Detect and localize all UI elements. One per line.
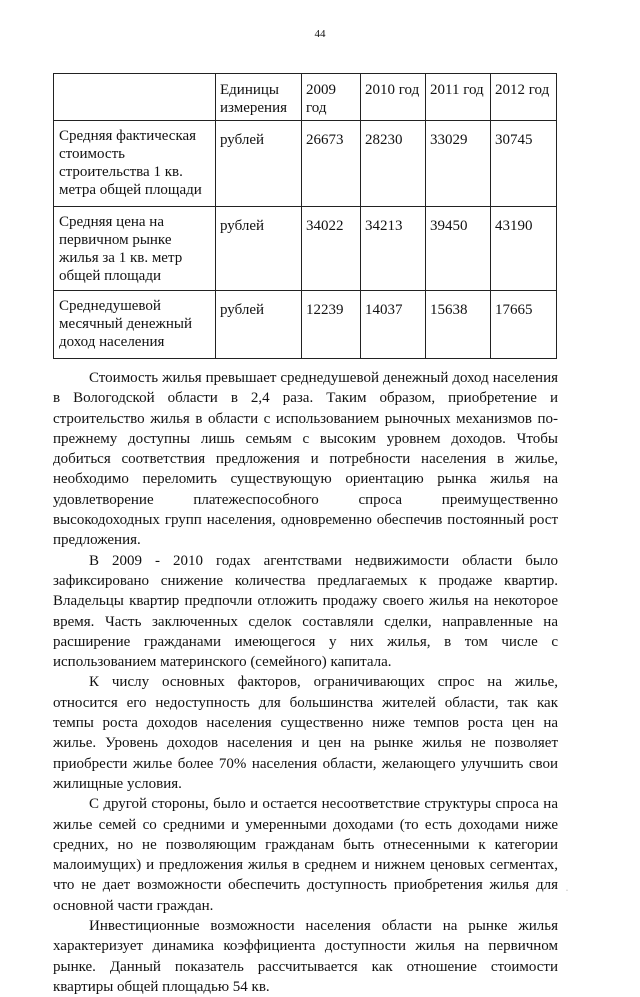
- row-value-2011: 15638: [426, 291, 491, 359]
- row-unit: рублей: [216, 291, 302, 359]
- row-value-2010: 28230: [361, 121, 426, 207]
- corner-mark: ·: [566, 888, 568, 894]
- row-indicator: Средняя цена на первичном рынке жилья за 1 кв. метр общей площади: [54, 207, 216, 291]
- row-value-2010: 14037: [361, 291, 426, 359]
- page-number: 44: [314, 28, 326, 40]
- table-header-row: [54, 74, 557, 121]
- paragraph: В 2009 - 2010 годах агентствами недвижимости области было зафиксировано снижение количества предлагаемых к продаже квартир. Владельцы квартир предпочли отложить продажу своего жилья на некоторое время. Часть заключенных сделок составляли сделки, направленные на расширение гражданами имеющегося у них жилья, в том числе с использованием материнского (семейного) капитала.: [53, 552, 558, 671]
- row-value-2009: 12239: [302, 291, 361, 359]
- row-indicator: Среднедушевой месячный денежный доход населения: [54, 291, 216, 359]
- row-value-2012: 17665: [491, 291, 557, 359]
- paragraph: Инвестиционные возможности населения области на рынке жилья характеризует динамика коэффициента доступности жилья на первичном рынке. Данный показатель рассчитывается как отношение стоимости квартиры общей площадью 54 кв.: [53, 918, 558, 995]
- paragraph: Стоимость жилья превышает среднедушевой денежный доход населения в Вологодской области в 2,4 раза. Таким образом, приобретение и строительство жилья в области с использованием рыночных механизмов по-прежнему доступны лишь семьям с высоким уровнем доходов. Чтобы добиться соответствия предложения и потребности населения в жилье, необходимо переломить существующую ориентацию рынка жилья на удовлетворение платежеспособного спроса преимущественно высокодоходных групп населения, одновременно обеспечив постоянный рост предложения.: [53, 370, 558, 549]
- header-cell-2010: 2010 год: [361, 74, 426, 121]
- body-text: [53, 368, 558, 997]
- row-indicator: Средняя фактическая стоимость строительства 1 кв. метра общей площади: [54, 121, 216, 207]
- row-value-2009: 34022: [302, 207, 361, 291]
- row-unit: рублей: [216, 121, 302, 207]
- header-cell-unit: Единицы измерения: [216, 74, 302, 121]
- row-value-2011: 33029: [426, 121, 491, 207]
- paragraph: К числу основных факторов, ограничивающих спрос на жилье, относится его недоступность для большинства жителей области, так как темпы роста доходов населения существенно ниже темпов роста цен на жилье. Уровень доходов населения и цен на рынке жилья не позволяет приобрести жилье более 70% населения области, желающего улучшить свои жилищные условия.: [53, 674, 558, 792]
- header-cell-2009: 2009 год: [302, 74, 361, 121]
- header-cell-2012: 2012 год: [491, 74, 557, 121]
- table-row: [54, 207, 557, 291]
- header-cell-empty: [54, 74, 216, 121]
- row-value-2011: 39450: [426, 207, 491, 291]
- header-cell-2011: 2011 год: [426, 74, 491, 121]
- table-row: [54, 291, 557, 359]
- row-value-2009: 26673: [302, 121, 361, 207]
- row-value-2012: 30745: [491, 121, 557, 207]
- row-value-2010: 34213: [361, 207, 426, 291]
- statistics-table: [53, 73, 557, 359]
- paragraph: С другой стороны, было и остается несоответствие структуры спроса на жилье семей со средними и умеренными доходами (то есть доходами ниже средних, но не позволяющим гражданам быть отнесенными к категории малоимущих) и предложения жилья в среднем и нижнем ценовых сегментах, что не дает возможности обеспечить доступность приобретения жилья для основной части граждан.: [53, 796, 558, 914]
- row-unit: рублей: [216, 207, 302, 291]
- row-value-2012: 43190: [491, 207, 557, 291]
- table-row: [54, 121, 557, 207]
